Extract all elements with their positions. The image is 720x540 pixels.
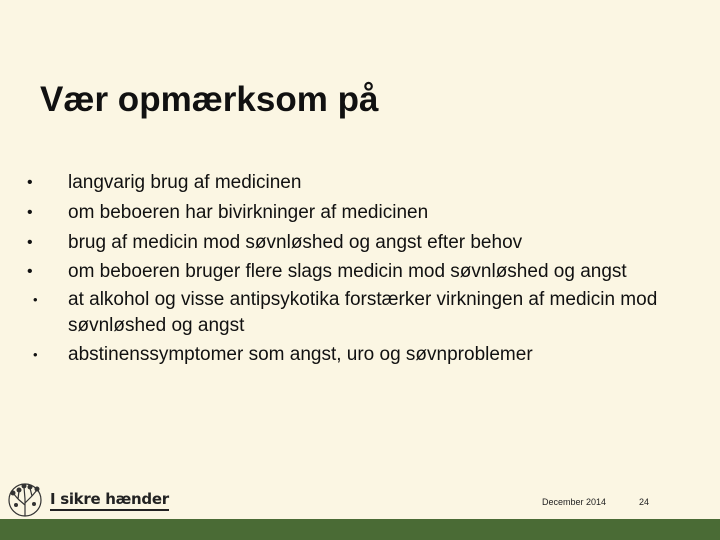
- bullet-dot-icon: •: [27, 204, 33, 221]
- bullet-dot-icon: •: [27, 174, 33, 191]
- bullet-text: brug af medicin mod søvnløshed og angst efter behov: [68, 232, 523, 253]
- bullet-text: om beboeren har bivirkninger af medicinen: [68, 202, 429, 223]
- bullet-item: [25, 341, 665, 369]
- bullet-item: [25, 259, 665, 285]
- bullet-item: [25, 169, 665, 197]
- tree-mark-icon: [6, 481, 44, 519]
- bullet-dot-icon: •: [33, 347, 38, 362]
- footer-date: December 2014: [542, 497, 607, 507]
- bullet-text: at alkohol og visse antipsykotika forstærker virkningen af medicin mod søvnløshed og angst: [68, 289, 658, 336]
- bullet-list: [25, 169, 665, 371]
- page-number: 24: [639, 497, 650, 507]
- slide-title: Vær opmærksom på: [40, 80, 379, 119]
- bullet-text: om beboeren bruger flere slags medicin mod søvnløshed og angst: [68, 261, 627, 282]
- bottom-bar: [0, 519, 720, 540]
- footer-logo: [6, 480, 169, 520]
- bullet-dot-icon: •: [33, 292, 38, 307]
- bullet-dot-icon: •: [27, 263, 33, 280]
- bullet-item: [25, 287, 665, 339]
- bullet-text: abstinenssymptomer som angst, uro og søvnproblemer: [68, 344, 533, 365]
- bullet-text: langvarig brug af medicinen: [68, 172, 302, 193]
- bullet-dot-icon: •: [27, 234, 33, 251]
- logo-text: I sikre hænder: [50, 490, 169, 511]
- bullet-item: [25, 229, 665, 257]
- bullet-item: [25, 199, 665, 227]
